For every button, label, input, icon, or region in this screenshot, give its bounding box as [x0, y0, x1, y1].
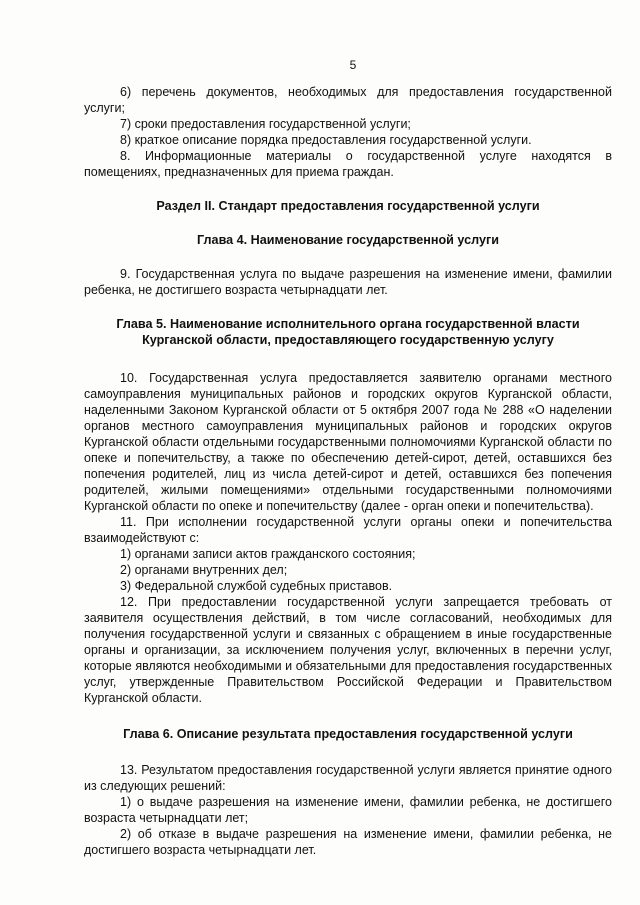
section-heading: Раздел II. Стандарт предоставления государственной услуги	[156, 199, 540, 213]
list-item-2: 2) органами внутренних дел;	[120, 563, 288, 577]
page-number: 5	[349, 58, 357, 72]
paragraph-item-6: 6) перечень документов, необходимых для предоставления государственной услуги;	[84, 85, 612, 115]
decision-item-1: 1) о выдаче разрешения на изменение имени, фамилии ребенка, не достигшего возраста четырнадцати лет;	[84, 795, 612, 825]
chapter-6-heading: Глава 6. Описание результата предоставления государственной услуги	[123, 727, 573, 741]
paragraph-10: 10. Государственная услуга предоставляется заявителю органами местного самоуправления муниципальных районов и городских округов Курганской области, наделенными Законом Курганской области от 5 октября 2007 года № 288 «О наделении органов местного самоуправления муниципальных районов и городских округов Курганской области отдельными государственными полномочиями Курганской области по опеке и попечительству, а также по обеспечению детей-сирот, детей, оставшихся без попечения родителей, лиц из числа детей-сирот и детей, оставшихся без попечения родителей, жилыми помещениями» отдельными государственными полномочиями Курганской области по опеке и попечительству (далее - орган опеки и попечительства).	[84, 371, 612, 513]
paragraph-12: 12. При предоставлении государственной услуги запрещается требовать от заявителя осуществления действий, в том числе согласований, необходимых для получения государственной услуги и связанных с обращением в иные государственные органы и организации, за исключением получения услуг, включенных в перечни услуг, которые являются необходимыми и обязательными для предоставления государственных услуг, утвержденные Правительством Российской Федерации и Правительством Курганской области.	[84, 595, 612, 705]
decision-item-2: 2) об отказе в выдаче разрешения на изменение имени, фамилии ребенка, не достигшего возраста четырнадцати лет.	[84, 827, 612, 857]
chapter-5-heading-line-1: Глава 5. Наименование исполнительного органа государственной власти	[116, 317, 580, 331]
paragraph-item-8: 8) краткое описание порядка предоставления государственной услуги.	[120, 133, 532, 147]
paragraph-item-7: 7) сроки предоставления государственной услуги;	[120, 117, 411, 131]
paragraph-9: 9. Государственная услуга по выдаче разрешения на изменение имени, фамилии ребенка, не достигшего возраста четырнадцати лет.	[84, 267, 612, 297]
chapter-5-heading-line-2: Курганской области, предоставляющего государственную услугу	[142, 333, 554, 347]
list-item-3: 3) Федеральной службой судебных приставов.	[120, 579, 393, 593]
paragraph-8: 8. Информационные материалы о государственной услуге находятся в помещениях, предназначенных для приема граждан.	[84, 149, 612, 179]
paragraph-11: 11. При исполнении государственной услуги органы опеки и попечительства взаимодействуют с:	[84, 515, 612, 545]
chapter-4-heading: Глава 4. Наименование государственной услуги	[197, 233, 499, 247]
list-item-1: 1) органами записи актов гражданского состояния;	[120, 547, 416, 561]
paragraph-13: 13. Результатом предоставления государственной услуги является принятие одного из следующих решений:	[84, 763, 612, 793]
